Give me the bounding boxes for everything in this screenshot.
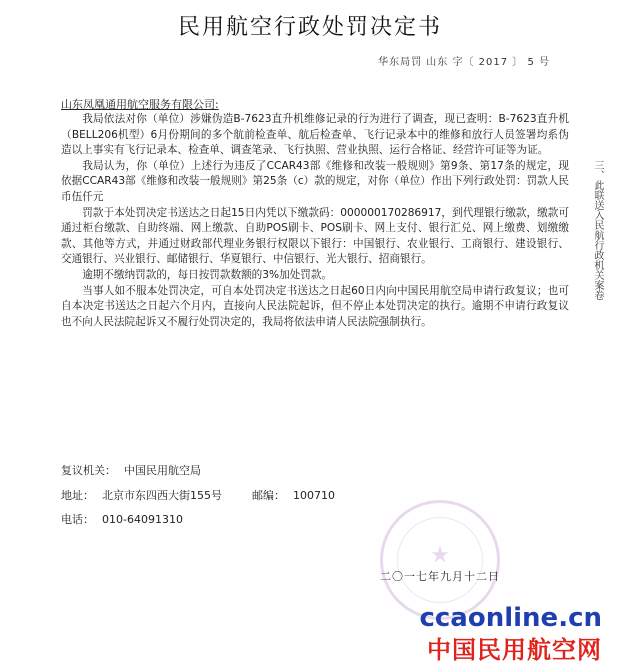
address-value: 北京市东四西大街155号 <box>102 489 222 502</box>
review-agency-line <box>61 462 201 478</box>
paragraph-payment: 罚款于本处罚决定书送达之日起15日内凭以下缴款码：000000170286917，到代理银行缴款，缴款可通过柜台缴款、自助终端、网上缴款、自助POS刷卡、POS刷卡、网上支付、银行汇兑、网上缴费、划缴缴款、其他等方式，并通过财政部代理业务银行权限以下银行：中国银行、农业银行、工商银行、建设银行、交通银行、兴业银行、邮储银行、华夏银行、中信银行、光大银行、招商银行。 <box>61 206 569 266</box>
side-note: 三、此联送入民航行政机关案卷 <box>592 160 603 300</box>
paragraph-violation: 我局认为，你（单位）上述行为违反了CCAR43部《维修和改装一般规则》第9条、第17条的规定，现依据CCAR43部《维修和改装一般规则》第25条（c）款的规定，对你（单位）作出下列行政处罚：罚款人民币伍仟元 <box>61 159 569 203</box>
review-agency: 中国民用航空局 <box>124 464 201 477</box>
document-title: 民用航空行政处罚决定书 <box>177 15 442 40</box>
watermark-site-url: ccaonline.cn <box>419 603 602 633</box>
decision-body <box>61 112 569 330</box>
paragraph-appeal: 当事人如不服本处罚决定，可自本处罚决定书送达之日起60日内向中国民用航空局申请行政复议；也可自本决定书送达之日起六个月内，直接向人民法院起诉，但不停止本处罚决定的执行。逾期不申请行政复议也不向人民法院起诉又不履行处罚决定的，我局将依法申请人民法院强制执行。 <box>61 284 569 328</box>
paragraph-late-fee: 逾期不缴纳罚款的，每日按罚款数额的3%加处罚款。 <box>82 268 333 281</box>
phone-value: 010-64091310 <box>102 513 183 526</box>
watermark-site-name: 中国民用航空网 <box>427 636 602 664</box>
postcode-value: 100710 <box>293 489 335 502</box>
phone-line <box>61 511 183 527</box>
review-agency-label: 复议机关： <box>61 464 116 477</box>
address-line <box>61 487 335 503</box>
paragraph-investigation: 我局依法对你（单位）涉嫌伪造B-7623直升机维修记录的行为进行了调查，现已查明：B-7623直升机（BELL206机型）6月份期间的多个航前检查单、航后检查单、飞行记录本中的维修和放行人员签署均系伪造以上事实有飞行记录本、检查单、调查笔录、飞行执照、营业执照、运行合格证、经营许可证等为证。 <box>61 113 569 157</box>
phone-label: 电话： <box>61 513 94 526</box>
document-number: 华东局罚 山东 字〔 2017 〕 5 号 <box>378 57 550 68</box>
issue-date: 二〇一七年九月十二日 <box>380 570 500 583</box>
address-label: 地址： <box>61 489 94 502</box>
postcode-label: 邮编： <box>252 489 285 502</box>
seal-star-icon: ★ <box>430 543 450 568</box>
addressee: 山东凤凰通用航空服务有限公司: <box>61 98 219 111</box>
official-seal <box>380 500 500 620</box>
